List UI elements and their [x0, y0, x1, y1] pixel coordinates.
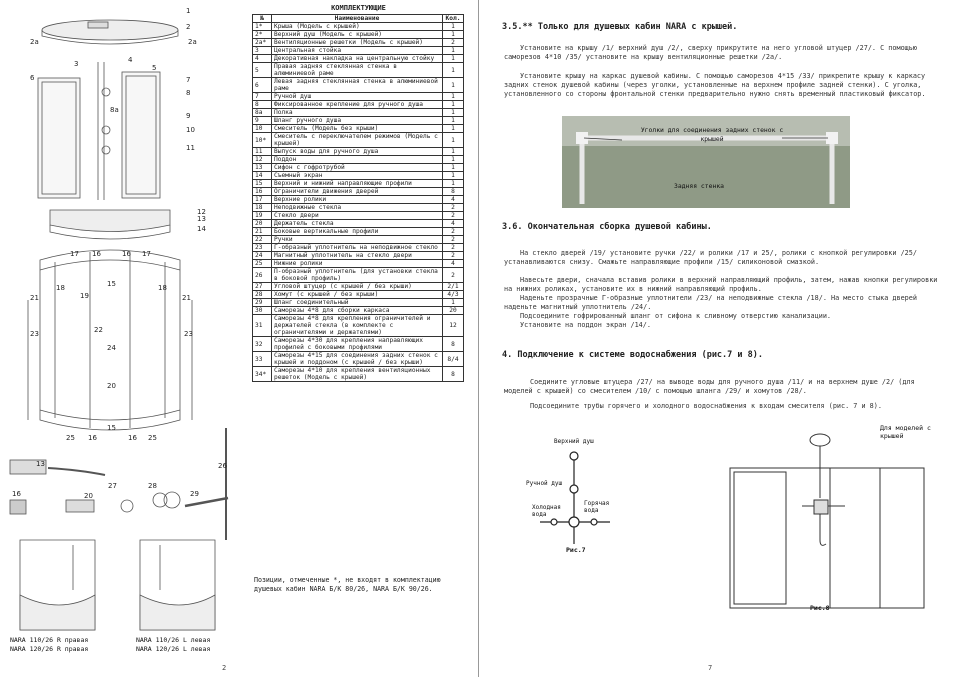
row-name: Хомут (с крышей / без крыши)	[272, 291, 443, 299]
callout-17b: 17	[142, 250, 151, 258]
caption-left-110: NARA 110/26 L левая	[136, 636, 211, 644]
callout-27: 27	[108, 482, 117, 490]
row-qty: 4	[443, 196, 464, 204]
section-3-6-p1: На стекло дверей /19/ установите ручки /22/ и ролики /17 и 25/, ролики с кнопкой регулировки /25/ устанавливаются снизу. Смажьте направляющие профили /15/ силиконовой смазкой.	[504, 249, 917, 267]
row-number: 3	[253, 47, 272, 55]
row-name: Ручки	[272, 236, 443, 244]
row-name: Саморезы 4*8 для крепления ограничителей и держателей стекла (в комплекте с ограничителями и держателями)	[272, 315, 443, 337]
row-number: 14	[253, 172, 272, 180]
row-number: 8	[253, 101, 272, 109]
caption-left-120: NARA 120/26 L левая	[136, 645, 211, 653]
caption-right-120: NARA 120/26 R правая	[10, 645, 89, 653]
row-number: 6	[253, 78, 272, 93]
table-row	[253, 299, 464, 307]
photo-label-corners: Уголки для соединения задних стенок с крышей	[640, 126, 784, 143]
row-name: Выпуск воды для ручного душа	[272, 148, 443, 156]
table-row	[253, 367, 464, 382]
row-name: Магнитный уплотнитель на стекло двери	[272, 252, 443, 260]
table-row	[253, 307, 464, 315]
row-name: Левая задняя стеклянная стенка в алюминиевой раме	[272, 78, 443, 93]
row-name: Поддон	[272, 156, 443, 164]
callout-13b: 13	[36, 460, 45, 468]
callout-1: 1	[186, 7, 191, 15]
fig7-hand-shower-label: Ручной душ	[526, 480, 563, 487]
table-row	[253, 220, 464, 228]
callout-26: 26	[218, 462, 227, 470]
row-name: Крыша (Модель с крышей)	[272, 23, 443, 31]
section-3-5-p1: Установите на крышу /1/ верхний душ /2/, сверху прикрутите на него угловой штуцер /27/. С помощью саморезов 4*10 /35/ установите на крышу вентиляционные решетки /2a/.	[504, 44, 917, 62]
row-number: 9	[253, 117, 272, 125]
row-number: 29	[253, 299, 272, 307]
row-number: 31	[253, 315, 272, 337]
callout-12: 12	[197, 208, 206, 216]
table-row	[253, 291, 464, 299]
table-row	[253, 63, 464, 78]
callout-29: 29	[190, 490, 199, 498]
row-number: 34*	[253, 367, 272, 382]
section-3-6-p4: Подсоедините гофрированный шланг от сифона к сливному отверстию канализации.	[520, 312, 831, 320]
row-qty: 1	[443, 63, 464, 78]
row-qty: 1	[443, 125, 464, 133]
callout-17a: 17	[70, 250, 79, 258]
fig7-cold-water-label: Холодная вода	[532, 504, 561, 518]
callout-21b: 21	[182, 294, 191, 302]
row-name: Саморезы 4*10 для крепления вентиляционных решеток (Модель с крышей)	[272, 367, 443, 382]
roof-corner-photo	[562, 116, 850, 208]
row-name: Смеситель (Модель без крыши)	[272, 125, 443, 133]
row-number: 8a	[253, 109, 272, 117]
row-number: 17	[253, 196, 272, 204]
callout-20b: 20	[84, 492, 93, 500]
row-qty: 1	[443, 299, 464, 307]
row-number: 1*	[253, 23, 272, 31]
callout-6: 6	[30, 74, 35, 82]
callout-16a: 16	[92, 250, 101, 258]
row-name: Стекло двери	[272, 212, 443, 220]
row-qty: 2	[443, 212, 464, 220]
table-row	[253, 196, 464, 204]
row-number: 11	[253, 148, 272, 156]
table-row	[253, 101, 464, 109]
table-header-row	[253, 15, 464, 23]
callout-21a: 21	[30, 294, 39, 302]
section-3-5-p2: Установите крышу на каркас душевой кабины. С помощью саморезов 4*15 /33/ прикрепите крышу к каркасу задних стенок душевой кабины (через уголки, установленные на верхнем профиле задней стенки). С уголка, установленного со стороны фронтальной стенки предварительно нужно снять временный пластиковый фиксатор.	[504, 72, 926, 99]
row-name: Верхний и нижний направляющие профили	[272, 180, 443, 188]
row-name: Съемный экран	[272, 172, 443, 180]
row-number: 33	[253, 352, 272, 367]
row-qty: 2	[443, 39, 464, 47]
fig8-caption: Рис.8	[810, 604, 830, 612]
row-qty: 2	[443, 236, 464, 244]
table-row	[253, 55, 464, 63]
caption-right-110: NARA 110/26 R правая	[10, 636, 89, 644]
row-name: Вентиляционные решетки (Модель с крышей)	[272, 39, 443, 47]
row-qty: 12	[443, 315, 464, 337]
row-name: Саморезы 4*8 для сборки каркаса	[272, 307, 443, 315]
row-name: Сифон с гофротрубой	[272, 164, 443, 172]
row-number: 4	[253, 55, 272, 63]
callout-15b: 15	[107, 424, 116, 432]
callout-16d: 16	[128, 434, 137, 442]
row-qty: 4	[443, 260, 464, 268]
row-number: 7	[253, 93, 272, 101]
row-qty: 1	[443, 164, 464, 172]
callout-22: 22	[94, 326, 103, 334]
row-name: Шланг ручного душа	[272, 117, 443, 125]
table-row	[253, 228, 464, 236]
table-row	[253, 47, 464, 55]
row-number: 2a*	[253, 39, 272, 47]
fig7-hot-water-label: Горячая вода	[584, 500, 610, 514]
row-number: 20	[253, 220, 272, 228]
row-number: 12	[253, 156, 272, 164]
row-qty: 1	[443, 78, 464, 93]
callout-2: 2	[186, 23, 191, 31]
callout-24: 24	[107, 344, 116, 352]
table-row	[253, 117, 464, 125]
section-3-5-heading: 3.5.** Только для душевых кабин NARA с крышей.	[502, 22, 738, 32]
row-number: 16	[253, 188, 272, 196]
row-name: Ручной душ	[272, 93, 443, 101]
row-qty: 2	[443, 244, 464, 252]
row-qty: 2/1	[443, 283, 464, 291]
callout-10: 10	[186, 126, 195, 134]
callout-5: 5	[152, 64, 157, 72]
row-number: 10*	[253, 133, 272, 148]
row-name: Угловой штуцер (с крышей / без крыши)	[272, 283, 443, 291]
callout-2a-left: 2a	[30, 38, 39, 46]
row-qty: 20	[443, 307, 464, 315]
header-name: Наименование	[272, 15, 443, 23]
row-number: 28	[253, 291, 272, 299]
table-row	[253, 212, 464, 220]
table-row	[253, 39, 464, 47]
left-page	[0, 0, 479, 677]
row-name: Саморезы 4*30 для крепления направляющих профилей с боковыми профилями	[272, 337, 443, 352]
table-row	[253, 156, 464, 164]
section-4-p2: Подсоедините трубы горячего и холодного водоснабжения к входам смесителя (рис. 7 и 8).	[530, 402, 882, 410]
table-row	[253, 23, 464, 31]
row-number: 10	[253, 125, 272, 133]
row-name: Ограничители движения дверей	[272, 188, 443, 196]
table-row	[253, 252, 464, 260]
row-qty: 1	[443, 156, 464, 164]
row-qty: 2	[443, 252, 464, 260]
row-name: Декоративная накладка на центральную стойку	[272, 55, 443, 63]
callout-14: 14	[197, 225, 206, 233]
row-number: 18	[253, 204, 272, 212]
row-qty: 8	[443, 367, 464, 382]
callout-11: 11	[186, 144, 195, 152]
components-table-title: КОМПЛЕКТУЮЩИЕ	[331, 4, 386, 12]
table-row	[253, 260, 464, 268]
row-number: 5	[253, 63, 272, 78]
table-row	[253, 244, 464, 252]
section-3-6-p3: Наденьте прозрачные Г-образные уплотнители /23/ на неподвижные стекла /18/. На место стыка дверей наденьте магнитный уплотнитель /24/.	[504, 294, 917, 312]
photo-label-back-wall: Задняя стенка	[674, 182, 725, 190]
row-name: Г-образный уплотнитель на неподвижное стекло	[272, 244, 443, 252]
callout-23b: 23	[184, 330, 193, 338]
section-3-6-heading: 3.6. Окончательная сборка душевой кабины.	[502, 222, 712, 232]
callout-13: 13	[197, 215, 206, 223]
callout-28: 28	[148, 482, 157, 490]
fig8-title: Для моделей с крышей	[880, 424, 931, 440]
row-number: 19	[253, 212, 272, 220]
callout-16c: 16	[88, 434, 97, 442]
section-3-6-p2: Навесьте двери, сначала вставив ролики в верхний направляющий профиль, затем, нажав кнопки регулировки на нижних роликах, установите их в нижний направляющий профиль.	[504, 276, 938, 294]
callout-18a: 18	[56, 284, 65, 292]
callout-7: 7	[186, 76, 191, 84]
row-qty: 1	[443, 133, 464, 148]
callout-15a: 15	[107, 280, 116, 288]
page-number-right: 7	[708, 664, 713, 672]
row-qty: 1	[443, 23, 464, 31]
table-row	[253, 125, 464, 133]
figure-8	[720, 420, 945, 620]
row-qty: 1	[443, 117, 464, 125]
row-number: 21	[253, 228, 272, 236]
row-number: 2*	[253, 31, 272, 39]
table-row	[253, 93, 464, 101]
row-name: Фиксированное крепление для ручного душа	[272, 101, 443, 109]
callout-23a: 23	[30, 330, 39, 338]
table-row	[253, 109, 464, 117]
callout-3: 3	[74, 60, 79, 68]
row-number: 23	[253, 244, 272, 252]
callout-25a: 25	[66, 434, 75, 442]
row-name: Держатель стекла	[272, 220, 443, 228]
table-row	[253, 164, 464, 172]
table-row	[253, 337, 464, 352]
row-name: Саморезы 4*15 для соединения задних стенок с крышей и поддоном (с крышей / без крыши)	[272, 352, 443, 367]
callout-8a: 8a	[110, 106, 119, 114]
row-qty: 1	[443, 172, 464, 180]
fig7-top-shower-label: Верхний душ	[554, 438, 594, 445]
row-qty: 1	[443, 148, 464, 156]
row-name: Шланг соединительный	[272, 299, 443, 307]
row-name: Полка	[272, 109, 443, 117]
table-row	[253, 188, 464, 196]
table-row	[253, 148, 464, 156]
header-no: №	[253, 15, 272, 23]
row-qty: 1	[443, 47, 464, 55]
table-row	[253, 78, 464, 93]
callout-8: 8	[186, 89, 191, 97]
row-name: Центральная стойка	[272, 47, 443, 55]
row-qty: 4/3	[443, 291, 464, 299]
right-page	[480, 0, 970, 677]
row-qty: 1	[443, 180, 464, 188]
row-qty: 2	[443, 228, 464, 236]
row-qty: 1	[443, 109, 464, 117]
fig7-caption: Рис.7	[566, 546, 586, 554]
row-number: 22	[253, 236, 272, 244]
section-4-heading: 4. Подключение к системе водоснабжения (рис.7 и 8).	[502, 350, 763, 360]
callout-16b: 16	[122, 250, 131, 258]
section-4-p1: Соедините угловые штуцера /27/ на выводе воды для ручного душа /11/ и на верхнем душе /2/ (для моделей с крышей) со смесителем /10/ с помощью шланга /29/ и хомутов /28/.	[504, 378, 915, 396]
row-qty: 8	[443, 337, 464, 352]
callout-2a-right: 2a	[188, 38, 197, 46]
callout-19: 19	[80, 292, 89, 300]
row-name: П-образный уплотнитель (для установки стекла в боковой профиль)	[272, 268, 443, 283]
page-number-left: 2	[222, 664, 227, 672]
table-row	[253, 204, 464, 212]
row-qty: 1	[443, 31, 464, 39]
table-row	[253, 236, 464, 244]
exploded-assembly-diagram	[0, 0, 235, 677]
callout-16e: 16	[12, 490, 21, 498]
row-name: Верхние ролики	[272, 196, 443, 204]
callout-20: 20	[107, 382, 116, 390]
row-number: 15	[253, 180, 272, 188]
table-row	[253, 133, 464, 148]
row-number: 32	[253, 337, 272, 352]
table-row	[253, 352, 464, 367]
row-qty: 2	[443, 204, 464, 212]
row-number: 30	[253, 307, 272, 315]
row-qty: 2	[443, 268, 464, 283]
row-number: 13	[253, 164, 272, 172]
callout-9: 9	[186, 112, 191, 120]
header-qty: Кол.	[443, 15, 464, 23]
row-name: Правая задняя стеклянная стенка в алюминиевой раме	[272, 63, 443, 78]
row-name: Боковые вертикальные профили	[272, 228, 443, 236]
figure-7	[520, 434, 660, 564]
row-qty: 4	[443, 220, 464, 228]
table-row	[253, 172, 464, 180]
row-qty: 8/4	[443, 352, 464, 367]
callout-4: 4	[128, 56, 133, 64]
section-3-6-p5: Установите на поддон экран /14/.	[520, 321, 651, 329]
row-qty: 1	[443, 101, 464, 109]
table-row	[253, 315, 464, 337]
row-qty: 8	[443, 188, 464, 196]
table-row	[253, 31, 464, 39]
row-name: Неподвижные стекла	[272, 204, 443, 212]
row-name: Нижние ролики	[272, 260, 443, 268]
row-qty: 1	[443, 93, 464, 101]
row-qty: 1	[443, 55, 464, 63]
callout-25b: 25	[148, 434, 157, 442]
row-name: Верхний душ (Модель с крышей)	[272, 31, 443, 39]
footnote: Позиции, отмеченные *, не входят в комплектацию душевых кабин NARA Б/К 80/26, NARA Б/К 90/26.	[254, 576, 441, 593]
components-table	[252, 14, 464, 382]
table-row	[253, 283, 464, 291]
table-row	[253, 268, 464, 283]
row-number: 24	[253, 252, 272, 260]
row-number: 26	[253, 268, 272, 283]
callout-18b: 18	[158, 284, 167, 292]
table-row	[253, 180, 464, 188]
row-number: 27	[253, 283, 272, 291]
row-name: Смеситель с переключателем режимов (Модель с крышей)	[272, 133, 443, 148]
row-number: 25	[253, 260, 272, 268]
